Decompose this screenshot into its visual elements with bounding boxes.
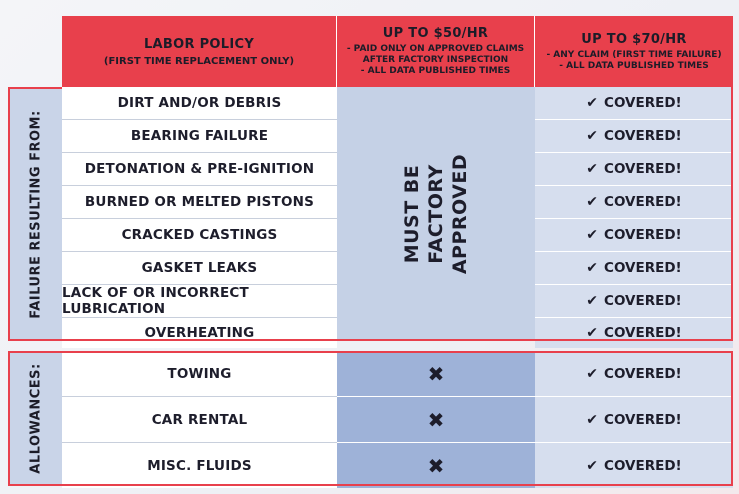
- check-icon: ✔: [586, 95, 599, 111]
- tier-70-line: - ALL DATA PUBLISHED TIMES: [559, 60, 709, 71]
- labor-policy-subtitle: (FIRST TIME REPLACEMENT ONLY): [103, 55, 295, 67]
- covered-cell: ✔ COVERED!: [535, 252, 733, 285]
- check-icon: ✔: [586, 325, 599, 341]
- covered-cell: ✔ COVERED!: [535, 443, 733, 488]
- failure-labels: [62, 87, 337, 341]
- header-tier-50: [337, 16, 535, 87]
- check-icon: ✔: [586, 227, 599, 243]
- allowance-tier70-column: [535, 351, 733, 486]
- covered-cell: ✔ COVERED!: [535, 153, 733, 186]
- failure-row-label: BURNED OR MELTED PISTONS: [62, 186, 337, 219]
- failure-row-label: LACK OF OR INCORRECT LUBRICATION: [62, 285, 337, 318]
- covered-cell: ✔ COVERED!: [535, 351, 733, 397]
- allowances-side-text: ALLOWANCES:: [28, 363, 44, 474]
- failure-side-label: [8, 87, 62, 341]
- failure-row-label: CRACKED CASTINGS: [62, 219, 337, 252]
- covered-cell: ✔ COVERED!: [535, 318, 733, 348]
- allowance-tier50-column: [337, 351, 535, 486]
- failure-row-label: BEARING FAILURE: [62, 120, 337, 153]
- covered-cell: ✔ COVERED!: [535, 120, 733, 153]
- check-icon: ✔: [586, 128, 599, 144]
- check-icon: ✔: [586, 365, 599, 382]
- not-covered-cell: [337, 443, 535, 488]
- failure-side-text: FAILURE RESULTING FROM:: [28, 109, 44, 319]
- covered-cell: ✔ COVERED!: [535, 285, 733, 318]
- cross-icon: ✖: [427, 407, 445, 432]
- tier-50-line: - PAID ONLY ON APPROVED CLAIMS: [346, 44, 525, 54]
- factory-approved-cell: [337, 87, 535, 341]
- covered-cell: ✔ COVERED!: [535, 87, 733, 120]
- tier-70-title: UP TO $70/HR: [581, 31, 687, 47]
- failure-row-label: GASKET LEAKS: [62, 252, 337, 285]
- check-icon: ✔: [586, 293, 599, 309]
- tier-50-title: UP TO $50/HR: [382, 26, 489, 41]
- check-icon: ✔: [586, 194, 599, 210]
- failure-row-label: DETONATION & PRE-IGNITION: [62, 153, 337, 186]
- tier-70-line: - ANY CLAIM (FIRST TIME FAILURE): [546, 49, 722, 60]
- covered-cell: ✔ COVERED!: [535, 219, 733, 252]
- cross-icon: ✖: [427, 361, 445, 386]
- check-icon: ✔: [586, 260, 599, 276]
- header-tier-70: [535, 16, 733, 87]
- not-covered-cell: [337, 351, 535, 397]
- labor-policy-title: LABOR POLICY: [143, 36, 255, 52]
- tier-50-line: AFTER FACTORY INSPECTION: [362, 55, 509, 65]
- covered-cell: ✔ COVERED!: [535, 397, 733, 443]
- allowance-row-label: CAR RENTAL: [62, 397, 337, 443]
- check-icon: ✔: [586, 161, 599, 177]
- check-icon: ✔: [586, 411, 599, 428]
- covered-cell: ✔ COVERED!: [535, 186, 733, 219]
- allowance-labels: [62, 351, 337, 486]
- failure-row-label: DIRT AND/OR DEBRIS: [62, 87, 337, 120]
- failure-tier70-column: [535, 87, 733, 341]
- allowance-row-label: MISC. FLUIDS: [62, 443, 337, 488]
- header-labor-policy: [62, 16, 337, 87]
- allowances-side-label: [8, 351, 62, 486]
- not-covered-cell: [337, 397, 535, 443]
- allowance-row-label: TOWING: [62, 351, 337, 397]
- tier-50-line: - ALL DATA PUBLISHED TIMES: [360, 66, 511, 76]
- factory-approved-text: MUST BE FACTORY APPROVED: [400, 153, 471, 275]
- failure-row-label: OVERHEATING: [62, 318, 337, 348]
- cross-icon: ✖: [427, 453, 445, 478]
- check-icon: ✔: [586, 457, 599, 474]
